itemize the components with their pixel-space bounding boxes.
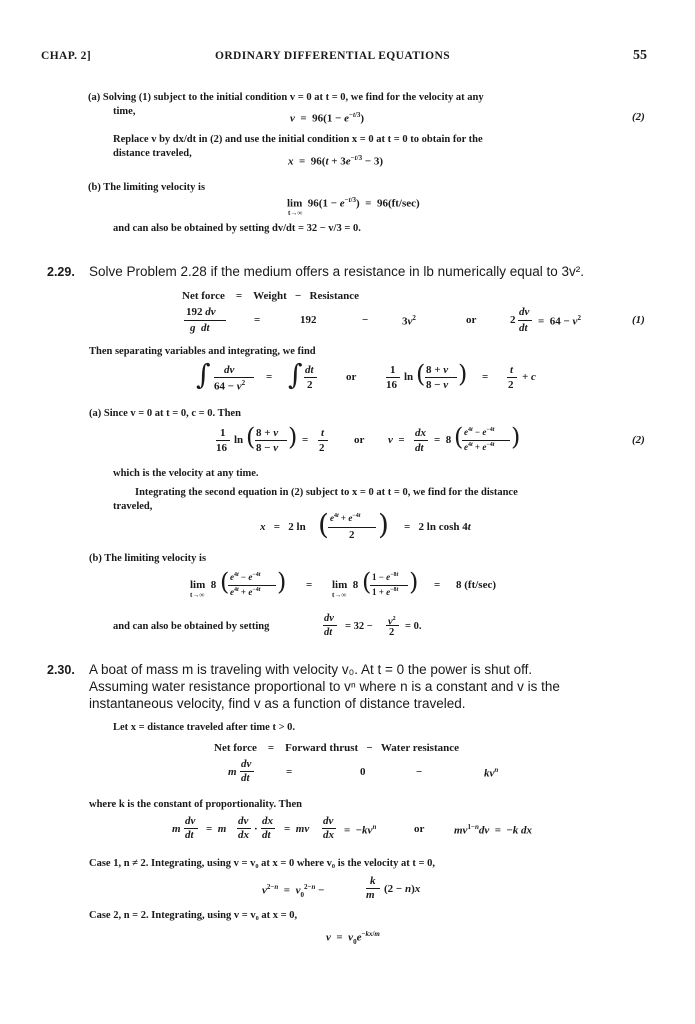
p229-number: 2.29. [47,265,75,279]
p229-integrating-line2: traveled, [113,501,153,512]
p229-eq2: 1 16 ln ( 8 + v 8 − v ) = t 2 or v = dx dt = 8 ( $e^{4t} - e^{-4t}$ $e^{4t} + e^{-4t}$ ) [216,423,521,454]
p229-separating-line: Then separating variables and integrating, we find [89,346,316,357]
p228-replace-line1: Replace v by dx/dt in (2) and use the initial condition x = 0 at t = 0 to obtain for the [113,134,483,145]
p229-integrating-line1: Integrating the second equation in (2) subject to x = 0 at t = 0, we find for the distance [135,487,518,498]
p229-a-line: (a) Since v = 0 at t = 0, c = 0. Then [89,408,241,419]
p229-b-line: (b) The limiting velocity is [89,553,207,564]
p229-which-line: which is the velocity at any time. [113,468,259,479]
p229-net-force: Net force = Weight − Resistance [182,290,359,302]
p230-eq-force: m dv dt = 0 − $kv^n$ [228,758,499,784]
p228-eq-velocity: $v = 96(1 - e^{-t/3})$ [290,111,365,125]
p230-eq-case2: $v = v_0e^{-kx/m}$ [326,930,380,946]
p230-line2: Assuming water resistance proportional to vⁿ where n is a constant and v is the [89,679,560,694]
p230-line3: instantaneous velocity, find v as a function of distance traveled. [89,696,466,711]
running-title: ORDINARY DIFFERENTIAL EQUATIONS [215,50,450,62]
p230-net-force: Net force = Forward thrust − Water resistance [214,742,460,754]
p229-limit-subscript-1: t→∞ [190,591,205,599]
p228-also-line: and can also be obtained by setting dv/dt = 32 − v/3 = 0. [113,223,361,234]
p229-eq2-number: (2) [632,434,645,446]
p228-a-line1: (a) Solving (1) subject to the initial condition v = 0 at t = 0, we find for the velocity at any [88,92,484,103]
p228-a-line2: time, [113,106,136,117]
p230-number: 2.30. [47,663,75,677]
p230-eq-chain: m dv dt = m dv dx · dx dt = mv dv dx = $-kv^n$ or $mv^{1-n}dv = -k$ dx [172,815,533,841]
p228-replace-line2: distance traveled, [113,148,192,159]
p228-b-line: (b) The limiting velocity is [88,182,206,193]
p229-limit-subscript-2: t→∞ [332,591,347,599]
p230-line1: A boat of mass m is traveling with velocity v₀. At t = 0 the power is shut off. [89,662,533,677]
p229-eq-limit: lim 8 ( $e^{4t} - e^{-4t}$ $e^{4t} + e^{-4t}$ ) = lim 8 ( $1 - e^{-8t}$ $1 + e^{-8t}$ ) = 8 (ft/sec) [190,568,497,597]
textbook-page: CHAP. 2] ORDINARY DIFFERENTIAL EQUATIONS 55 (a) Solving (1) subject to the initial condition v = 0 at t = 0, we find for the velocity at any time, $v = 96(1 - e^{-t/3})$ (2) Replace v by dx/dt in (2) and use the initial condition x = 0 at t = 0 to obtain for the distance traveled, $x = 96(t + 3e^{-t/3} - 3)$ (b) The limiting velocity is $\lim 96(1 - e^{-t/3}) = 96(ft/\sec)$ t→∞ and can also be obtained by setting dv/dt = 32 − v/3 = 0. 2.29. Solve Problem 2.28 if the medium offers a resistance in lb numerically equal to 3v². Net force = Weight − Resistance 192 dv g dt = 192 − $3v^2$ or 2 dv dt = $64 - v^2$ (1) Then separating variables and integrating, we find ∫ dv $64 - v^2$ = ∫ dt 2 or 1 16 ln ( 8 + v 8 − v ) = t 2 + c (a) Since v = 0 at t = 0, c = 0. Then 1 16 ln ( 8 + v 8 − v ) = t 2 or v = dx dt = 8 ( $e^{4t} - e^{-4t}$ $e^{4t} + e^{-4t}$ ) (2) which is the velocity at any time. Integrating the second equation in (2) subject to x = 0 at t = 0, we find for the distance traveled, x = 2 ln ( $e^{4t} + e^{-4t}$ 2 ) = 2 ln cosh 4t (b) The limiting velocity is lim 8 ( $e^{4t} - e^{-4t}$ $e^{4t} + e^{-4t}$ ) = lim 8 ( $1 - e^{-8t}$ $1 + e^{-8t}$ ) = 8 (ft/sec) t→∞ t→∞ and can also be obtained by setting dv dt = 32 − $v^2$ 2 = 0. 2.30. A boat of mass m is traveling with velocity v₀. At t = 0 the power is shut off. Assuming water resistance proportional to vⁿ where n is a constant and v is the instantaneous velocity, find v as a function of distance traveled. Let x = distance traveled after time t > 0. Net force = Forward thrust − Water resistance m dv dt = 0 − $kv^n$ where k is the constant of proportionality. Then m dv dt = m dv dx · dx dt = mv dv dx = $-kv^n$ or $mv^{1-n}dv = -k$ dx Case 1, n ≠ 2. Integrating, using v = v₀ at x = 0 where v₀ is the velocity at t = 0, $v^{2-n} = v_0^{2-n}$ − k m (2 − n)x Case 2, n = 2. Integrating, using v = v₀ at x = 0, $v = v_0e^{-kx/m}$ [41,48,647,946]
p229-eq1: 192 dv g dt = 192 − $3v^2$ or 2 dv dt = $64 - v^2$ [186,306,581,334]
p228-eq-distance: $x = 96(t + 3e^{-t/3} - 3)$ [288,154,384,168]
p230-case2-line: Case 2, n = 2. Integrating, using v = v₀ at x = 0, [89,910,298,921]
p230-let-line: Let x = distance traveled after time t > 0. [113,722,296,733]
p228-eq-velocity-number: (2) [632,111,645,123]
p230-case1-line: Case 1, n ≠ 2. Integrating, using v = v₀ at x = 0 where v₀ is the velocity at t = 0, [89,858,435,869]
p228-limit-subscript: t→∞ [288,209,303,217]
p229-eq1-number: (1) [632,314,645,326]
p229-statement: Solve Problem 2.28 if the medium offers a resistance in lb numerically equal to 3v². [89,264,584,279]
p229-eq-integral: ∫ dv $64 - v^2$ = ∫ dt 2 or 1 16 ln ( 8 + v 8 − v ) = t 2 + c [196,358,536,393]
p228-eq-limit: $\lim 96(1 - e^{-t/3}) = 96(ft/\sec)$ [287,196,420,210]
page-number: 55 [633,48,647,63]
p230-k-line: where k is the constant of proportionality. Then [89,799,302,810]
chapter-label: CHAP. 2] [41,50,92,62]
p229-eq-distance: x = 2 ln ( $e^{4t} + e^{-4t}$ 2 ) = 2 ln cosh 4t [260,508,471,541]
p230-eq-case1: $v^{2-n} = v_0^{2-n}$ − k m (2 − n)x [262,875,421,901]
